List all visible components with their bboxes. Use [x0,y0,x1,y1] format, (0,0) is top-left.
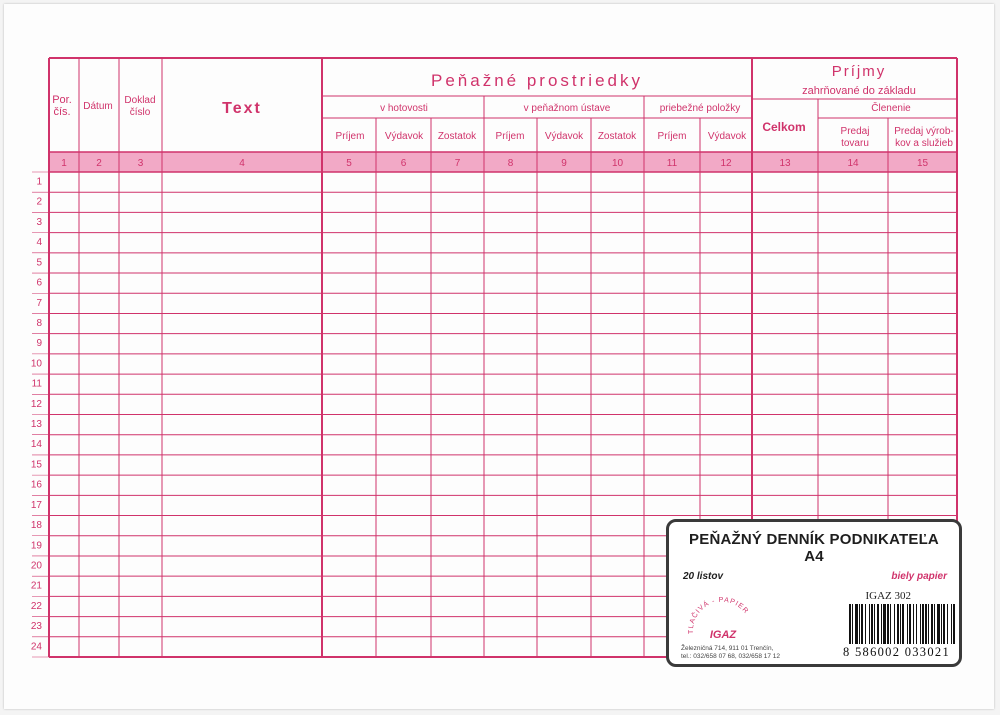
label-format: A4 [804,548,824,565]
row-number: 4 [36,237,42,249]
row-number: 12 [30,398,42,410]
header-prijmy: Príjmy [831,63,887,80]
header-col8-prijem: Príjem [495,131,525,142]
barcode-bar [861,604,863,644]
row-number: 11 [31,378,42,390]
barcode-bar [883,604,886,644]
column-number: 7 [454,158,461,169]
row-number: 13 [30,419,42,431]
barcode-bar [900,604,901,644]
product-label [666,519,962,667]
barcode-bar [909,604,911,644]
row-number: 23 [30,621,42,633]
barcode-bar [951,604,952,644]
row-number: 7 [36,297,42,309]
row-number: 19 [30,540,42,552]
row-number: 17 [30,499,42,511]
header-datum: Dátum [83,101,113,112]
barcode-bar [941,604,942,644]
column-number: 2 [96,158,102,169]
igaz-logo [679,588,769,646]
row-number: 9 [36,338,42,350]
row-number: 24 [30,641,42,653]
header-text: Text [222,100,262,117]
column-number: 4 [239,158,245,169]
header-predaj-tovaru-line1: Predaj [840,126,870,137]
row-number: 6 [36,277,42,289]
column-number: 8 [507,158,514,169]
logo-arc-text: TLAČIVÁ - PAPIER [687,596,750,635]
row-number: 16 [30,479,42,491]
barcode-bar [881,604,882,644]
barcode-bar [887,604,889,644]
row-number: 22 [30,600,42,612]
row-number: 18 [30,520,42,532]
header-col5-prijem: Príjem [335,131,365,142]
barcode-bar [907,604,908,644]
barcode-bar [869,604,870,644]
header-predaj-vyrobkov-line1: Predaj výrob- [894,126,954,137]
logo-name: IGAZ [709,629,737,641]
barcode-bar [937,604,940,644]
row-number: 2 [36,196,42,208]
barcode-bar [894,604,895,644]
barcode-bar [916,604,917,644]
barcode-bar [849,604,851,644]
row-number: 5 [36,257,42,269]
header-clenenie: Členenie [871,103,911,114]
column-number: 1 [61,158,67,169]
barcode-bar [913,604,914,644]
barcode-bar [928,604,929,644]
header-col7-zostatok: Zostatok [437,131,477,142]
header-v-hotovosti: v hotovosti [380,103,428,114]
header-col11-prijem: Príjem [657,131,687,142]
header-zahrnovane: zahrňované do základu [802,85,916,97]
header-col10-zostatok: Zostatok [597,131,637,142]
label-title: PEŇAŽNÝ DENNÍK PODNIKATEĽA [689,531,939,548]
column-number: 6 [400,158,407,169]
header-por-line2: čís. [53,106,71,118]
barcode-bar [925,604,927,644]
barcode-bar [871,604,873,644]
column-number: 11 [666,158,678,169]
barcode-bar [874,604,875,644]
barcode-bar [859,604,860,644]
header-celkom: Celkom [762,120,806,134]
row-number: 20 [30,560,42,572]
label-address-line2: tel.: 032/658 07 68, 032/658 17 12 [681,653,781,660]
barcode-bar [852,604,853,644]
barcode-bar [922,604,924,644]
barcode-bar [947,604,948,644]
row-number: 3 [36,216,42,228]
row-number: 10 [30,358,42,370]
column-number: 3 [137,158,144,169]
header-v-penaznom-ustave: v peňažnom ústave [523,103,611,114]
column-number: 14 [847,158,859,169]
barcode-digits: 8 586002 033021 [843,645,950,659]
barcode-bar [931,604,933,644]
header-col6-vydavok: Výdavok [384,131,424,142]
ledger-sheet [4,4,994,709]
header-predaj-tovaru-line2: tovaru [841,138,869,149]
column-number: 10 [611,158,624,169]
header-penazne-prostriedky: Peňažné prostriedky [431,71,643,90]
row-number: 1 [36,176,42,188]
barcode-bar [877,604,879,644]
header-doklad-line1: Doklad [124,95,156,106]
row-number: 8 [36,317,42,329]
barcode-bar [902,604,904,644]
column-number: 9 [561,158,567,169]
barcode-bar [920,604,921,644]
column-number: 5 [346,158,352,169]
header-predaj-vyrobkov-line2: kov a služieb [895,138,953,149]
barcode-bar [865,604,866,644]
label-paper: biely papier [891,571,947,582]
header-por-line1: Por. [52,94,72,106]
barcode-bar [890,604,891,644]
column-number: 15 [916,158,929,169]
row-number: 21 [30,580,42,592]
barcode-bar [855,604,858,644]
label-sheets: 20 listov [683,571,724,582]
header-col12-vydavok: Výdavok [707,131,747,142]
row-number: 15 [30,459,42,471]
header-col9-vydavok: Výdavok [544,131,584,142]
header-doklad-line2: číslo [129,107,151,118]
barcode-bar [953,604,955,644]
barcode-bar [934,604,935,644]
column-number: 13 [779,158,791,169]
barcode [849,604,957,644]
barcode-bar [943,604,945,644]
row-number: 14 [30,439,42,451]
column-number-band [49,152,957,172]
label-product-code: IGAZ 302 [865,590,911,602]
column-number: 12 [720,158,732,169]
label-address-line1: Železničná 714, 911 01 Trenčín, [681,645,774,652]
header-priebezne-polozky: priebežné položky [659,103,741,114]
barcode-bar [897,604,899,644]
